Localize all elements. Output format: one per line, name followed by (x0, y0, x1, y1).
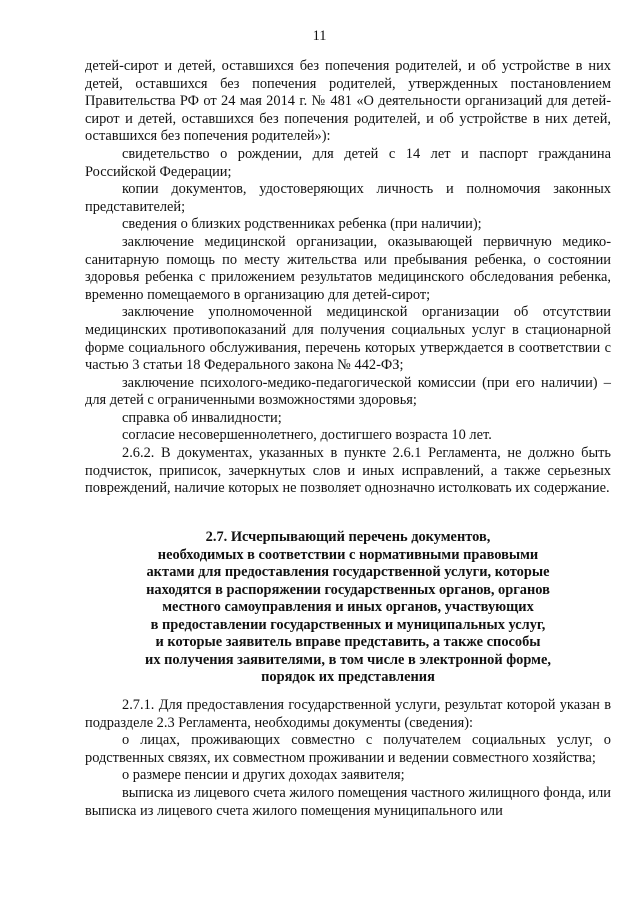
paragraph: 2.6.2. В документах, указанных в пункте 2.6.1 Регламента, не должно быть подчисток, приписок, зачеркнутых слов и иных исправлений, а также серьезных повреждений, наличие которых не позволяет однозначно истолковать их содержание. (85, 445, 611, 497)
paragraph: заключение уполномоченной медицинской организации об отсутствии медицинских противопоказаний для получения социальных услуг в стационарной форме социального обслуживания, перечень которых утверждается в соответствии с частью 3 статьи 18 Федерального закона № 442-ФЗ; (85, 304, 611, 374)
paragraph: сведения о близких родственниках ребенка (при наличии); (122, 216, 482, 233)
heading-line: их получения заявителями, в том числе в электронной форме, (145, 651, 551, 668)
heading-line: порядок их представления (261, 669, 435, 685)
document-body-bottom (85, 697, 611, 820)
heading-line: актами для предоставления государственной услуги, которые (146, 564, 550, 580)
heading-line: в предоставлении государственных и муниципальных услуг, (150, 616, 546, 633)
paragraph: выписка из лицевого счета жилого помещения частного жилищного фонда, или выписка из лицевого счета жилого помещения муниципального или (85, 784, 612, 819)
page-number: 11 (312, 28, 327, 44)
paragraph: о лицах, проживающих совместно с получателем социальных услуг, о родственных связях, их совместном проживании и ведении совместного хозяйства; (85, 732, 611, 766)
paragraph: заключение психолого-медико-педагогической комиссии (при его наличии) – для детей с ограниченными возможностями здоровья; (85, 374, 611, 409)
paragraph: согласие несовершеннолетнего, достигшего возраста 10 лет. (122, 427, 492, 444)
heading-line: необходимых в соответствии с нормативными правовыми (157, 546, 539, 563)
document-body-top (85, 58, 611, 498)
heading-line: и которые заявитель вправе представить, а также способы (155, 634, 541, 650)
paragraph: свидетельство о рождении, для детей с 14 лет и паспорт гражданина Российской Федерации; (85, 145, 611, 180)
heading-line: 2.7. Исчерпывающий перечень документов, (205, 529, 491, 545)
paragraph: справка об инвалидности; (122, 409, 282, 426)
section-heading (85, 529, 611, 687)
paragraph: заключение медицинской организации, оказывающей первичную медико-санитарную помощь по месту жительства или пребывания ребенка, о состоянии здоровья ребенка с приложением результатов медицинского обследования ребенка, временно помещаемого в организацию для детей-сирот; (85, 233, 611, 303)
paragraph: 2.7.1. Для предоставления государственной услуги, результат которой указан в подразделе 2.3 Регламента, необходимы документы (сведения): (85, 697, 611, 731)
paragraph: копии документов, удостоверяющих личность и полномочия законных представителей; (85, 181, 611, 215)
paragraph: о размере пенсии и других доходах заявителя; (122, 767, 405, 784)
heading-line: местного самоуправления и иных органов, участвующих (162, 599, 534, 615)
heading-line: находятся в распоряжении государственных органов, органов (146, 581, 550, 598)
paragraph: детей-сирот и детей, оставшихся без попечения родителей, и об устройстве в них детей, оставшихся без попечения родителей, утвержденных постановлением Правительства РФ от 24 мая 2014 г. № 481 «О деятельности организаций для детей-сирот и детей, оставшихся без попечения родителей, и об устройстве в них детей, оставшихся без попечения родителей»): (85, 58, 611, 145)
